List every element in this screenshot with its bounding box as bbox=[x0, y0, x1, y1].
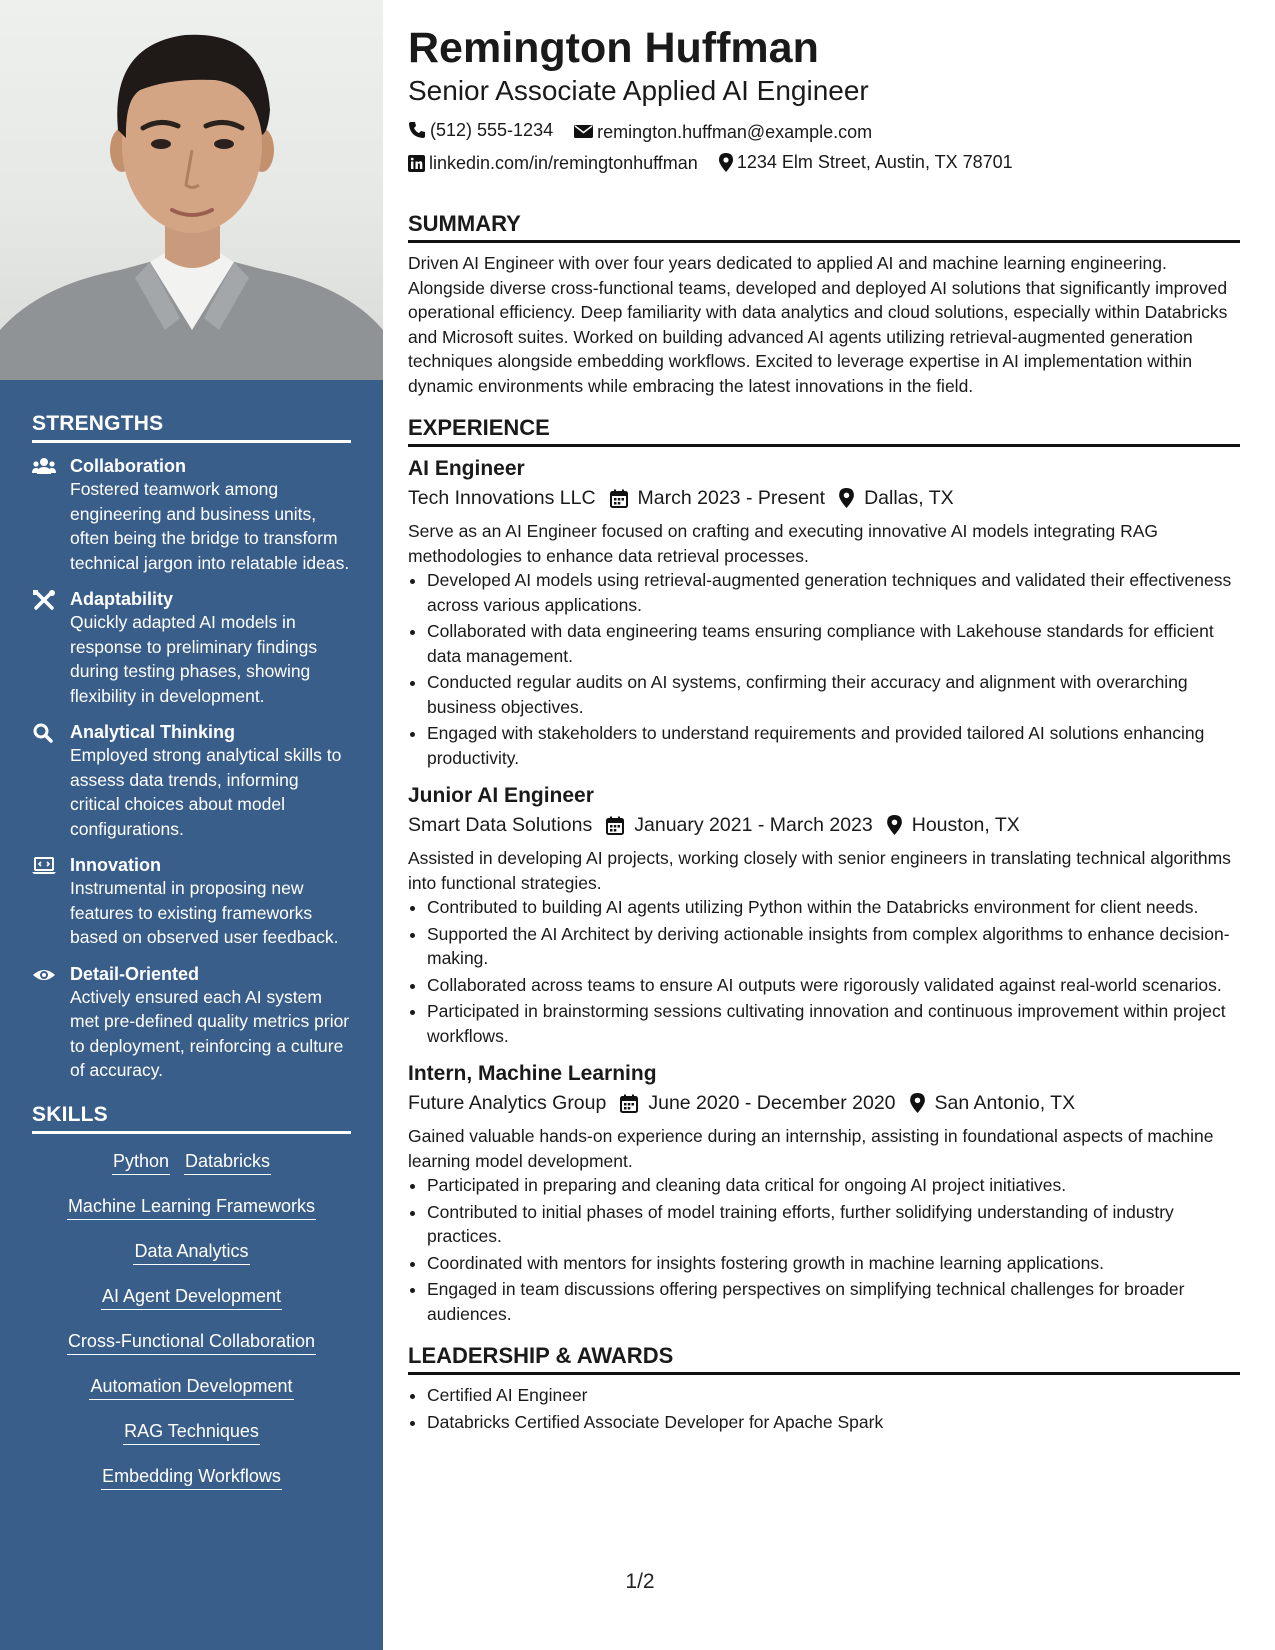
map-pin-icon bbox=[887, 815, 902, 835]
job-bullet: • Collaborated across teams to ensure AI outputs were rigorously validated against real-world scenarios. bbox=[427, 973, 1240, 998]
job-dates: June 2020 - December 2020 bbox=[648, 1092, 896, 1114]
skill-tag: Embedding Workflows bbox=[101, 1463, 282, 1490]
job-bullet: • Engaged in team discussions offering perspectives on simplifying technical challenges for broader audiences. bbox=[427, 1277, 1240, 1326]
skill-tag: RAG Techniques bbox=[123, 1418, 260, 1445]
job-bullets bbox=[408, 568, 1240, 770]
strength-desc: Quickly adapted AI models in response to preliminary findings during testing phases, showing flexibility in development. bbox=[70, 612, 318, 706]
job-dates: January 2021 - March 2023 bbox=[634, 814, 873, 836]
skill-row bbox=[32, 1148, 351, 1178]
search-icon bbox=[32, 723, 56, 743]
skill-tag: Cross-Functional Collaboration bbox=[67, 1328, 316, 1355]
job-description: Assisted in developing AI projects, working closely with senior engineers in translating technical algorithms into functional strategies. bbox=[408, 848, 1231, 893]
skill-row bbox=[32, 1238, 351, 1268]
job-company: Future Analytics Group bbox=[408, 1092, 607, 1114]
candidate-name: Remington Huffman bbox=[408, 24, 819, 72]
job-entry bbox=[408, 455, 1240, 770]
job-dates: March 2023 - Present bbox=[637, 487, 826, 509]
contact-row bbox=[408, 146, 1240, 178]
job-bullets bbox=[408, 1173, 1240, 1326]
tools-icon bbox=[32, 590, 56, 610]
sidebar bbox=[0, 0, 383, 1650]
strength-item bbox=[32, 455, 351, 575]
job-bullet: • Developed AI models using retrieval-augmented generation techniques and validated their effectiveness across various applications. bbox=[427, 568, 1240, 617]
job-bullets bbox=[408, 895, 1240, 1048]
job-bullet: • Conducted regular audits on AI systems, confirming their accuracy and alignment with overarching business objectives. bbox=[427, 670, 1240, 719]
strength-title: Detail-Oriented bbox=[70, 963, 200, 984]
map-pin-icon bbox=[910, 1093, 925, 1113]
job-bullet: • Coordinated with mentors for insights fostering growth in machine learning applications. bbox=[427, 1251, 1240, 1276]
summary-section bbox=[408, 210, 1240, 398]
strength-title: Innovation bbox=[70, 855, 161, 875]
job-description: Gained valuable hands-on experience during an internship, assisting in foundational aspects of machine learning model development. bbox=[408, 1126, 1214, 1171]
address-contact bbox=[719, 146, 1013, 178]
phone-contact[interactable] bbox=[408, 114, 553, 146]
skill-tag: Machine Learning Frameworks bbox=[67, 1193, 316, 1220]
strength-title: Analytical Thinking bbox=[70, 722, 236, 742]
job-meta bbox=[408, 1088, 1240, 1118]
job-meta bbox=[408, 810, 1240, 840]
email-contact[interactable] bbox=[574, 116, 872, 148]
envelope-icon bbox=[574, 124, 593, 139]
job-title: AI Engineer bbox=[408, 457, 525, 480]
profile-photo bbox=[0, 0, 383, 380]
job-bullet: • Engaged with stakeholders to understand requirements and provided tailored AI solutions enhancing productivity. bbox=[427, 721, 1240, 770]
awards-heading: LEADERSHIP & AWARDS bbox=[408, 1342, 1240, 1375]
job-bullet: • Contributed to building AI agents utilizing Python within the Databricks environment for client needs. bbox=[427, 895, 1240, 920]
page-number: 1/2 bbox=[625, 1570, 655, 1593]
awards-list bbox=[408, 1383, 1240, 1434]
candidate-title: Senior Associate Applied AI Engineer bbox=[408, 75, 869, 106]
job-entry bbox=[408, 782, 1240, 1048]
skill-tag: Databricks bbox=[184, 1148, 271, 1175]
job-location: San Antonio, TX bbox=[934, 1092, 1076, 1114]
skill-row bbox=[32, 1418, 351, 1448]
laptop-code-icon bbox=[32, 856, 56, 876]
phone-icon bbox=[408, 121, 426, 139]
users-icon bbox=[32, 457, 56, 477]
skill-row bbox=[32, 1463, 351, 1493]
skill-tag: Data Analytics bbox=[133, 1238, 249, 1265]
address-text: 1234 Elm Street, Austin, TX 78701 bbox=[736, 152, 1013, 172]
skills-heading: SKILLS bbox=[32, 1103, 351, 1134]
skill-tag: Automation Development bbox=[89, 1373, 293, 1400]
skill-row bbox=[32, 1283, 351, 1313]
linkedin-icon bbox=[408, 155, 425, 172]
job-title: Junior AI Engineer bbox=[408, 784, 594, 807]
strengths-heading: STRENGTHS bbox=[32, 412, 351, 443]
experience-heading: EXPERIENCE bbox=[408, 414, 1240, 447]
contact-row bbox=[408, 114, 1240, 146]
strength-item bbox=[32, 588, 351, 708]
strength-title: Collaboration bbox=[70, 456, 186, 476]
skill-row bbox=[32, 1328, 351, 1358]
job-title: Intern, Machine Learning bbox=[408, 1062, 657, 1085]
strength-item bbox=[32, 854, 351, 950]
job-company: Tech Innovations LLC bbox=[408, 487, 596, 509]
job-location: Dallas, TX bbox=[864, 487, 954, 509]
strength-desc: Actively ensured each AI system met pre-defined quality metrics prior to deployment, reinforcing a culture of accuracy. bbox=[70, 986, 350, 1080]
awards-section bbox=[408, 1342, 1240, 1434]
strength-desc: Instrumental in proposing new features to existing frameworks based on observed user feedback. bbox=[70, 878, 339, 947]
map-pin-icon bbox=[839, 488, 854, 508]
summary-text: Driven AI Engineer with over four years dedicated to applied AI and machine learning engineering. Alongside diverse cross-functional teams, developed and deployed AI solutions that significantly improved operational efficiency. Deep familiarity with data analytics and cloud solutions, especially within Databricks and Microsoft suites. Worked on building advanced AI agents utilizing retrieval-augmented generation techniques alongside embedding workflows. Excited to leverage expertise in AI implementation within dynamic environments while embracing the latest innovations in the field. bbox=[408, 253, 1228, 396]
skill-tag: Python bbox=[112, 1148, 170, 1175]
strength-item bbox=[32, 963, 351, 1083]
job-bullet: • Participated in brainstorming sessions cultivating innovation and continuous improvement within project workflows. bbox=[427, 999, 1240, 1048]
linkedin-text: linkedin.com/in/remingtonhuffman bbox=[429, 153, 698, 173]
eye-icon bbox=[32, 965, 56, 985]
strength-desc: Employed strong analytical skills to assess data trends, informing critical choices about model configurations. bbox=[70, 745, 342, 839]
job-bullet: • Supported the AI Architect by deriving actionable insights from complex algorithms to enhance decision-making. bbox=[427, 922, 1240, 971]
skill-row bbox=[32, 1373, 351, 1403]
sidebar-content bbox=[32, 412, 351, 1508]
summary-heading: SUMMARY bbox=[408, 210, 1240, 243]
job-entry bbox=[408, 1060, 1240, 1326]
calendar-icon bbox=[606, 816, 624, 835]
calendar-icon bbox=[620, 1094, 638, 1113]
award-item: • Certified AI Engineer bbox=[427, 1383, 1240, 1408]
linkedin-contact[interactable] bbox=[408, 147, 698, 179]
skill-row bbox=[32, 1193, 351, 1223]
skill-tag: AI Agent Development bbox=[101, 1283, 282, 1310]
job-company: Smart Data Solutions bbox=[408, 814, 593, 836]
experience-section bbox=[408, 414, 1240, 1326]
job-bullet: • Contributed to initial phases of model training efforts, further solidifying understanding of industry practices. bbox=[427, 1200, 1240, 1249]
job-description: Serve as an AI Engineer focused on crafting and executing innovative AI models integrating RAG methodologies to enhance data retrieval processes. bbox=[408, 521, 1159, 566]
job-bullet: • Collaborated with data engineering teams ensuring compliance with Lakehouse standards for efficient data management. bbox=[427, 619, 1240, 668]
strength-desc: Fostered teamwork among engineering and business units, often being the bridge to transform technical jargon into relatable ideas. bbox=[70, 479, 350, 573]
calendar-icon bbox=[610, 489, 628, 508]
award-item: • Databricks Certified Associate Developer for Apache Spark bbox=[427, 1410, 1240, 1435]
map-pin-icon bbox=[719, 153, 733, 172]
email-text: remington.huffman@example.com bbox=[597, 121, 873, 142]
job-location: Houston, TX bbox=[911, 814, 1020, 836]
phone-text: (512) 555-1234 bbox=[430, 120, 554, 140]
job-bullet: • Participated in preparing and cleaning data critical for ongoing AI project initiatives. bbox=[427, 1173, 1240, 1198]
job-meta bbox=[408, 483, 1240, 513]
main-content bbox=[408, 22, 1240, 1436]
strength-title: Adaptability bbox=[70, 589, 174, 609]
strength-item bbox=[32, 721, 351, 841]
